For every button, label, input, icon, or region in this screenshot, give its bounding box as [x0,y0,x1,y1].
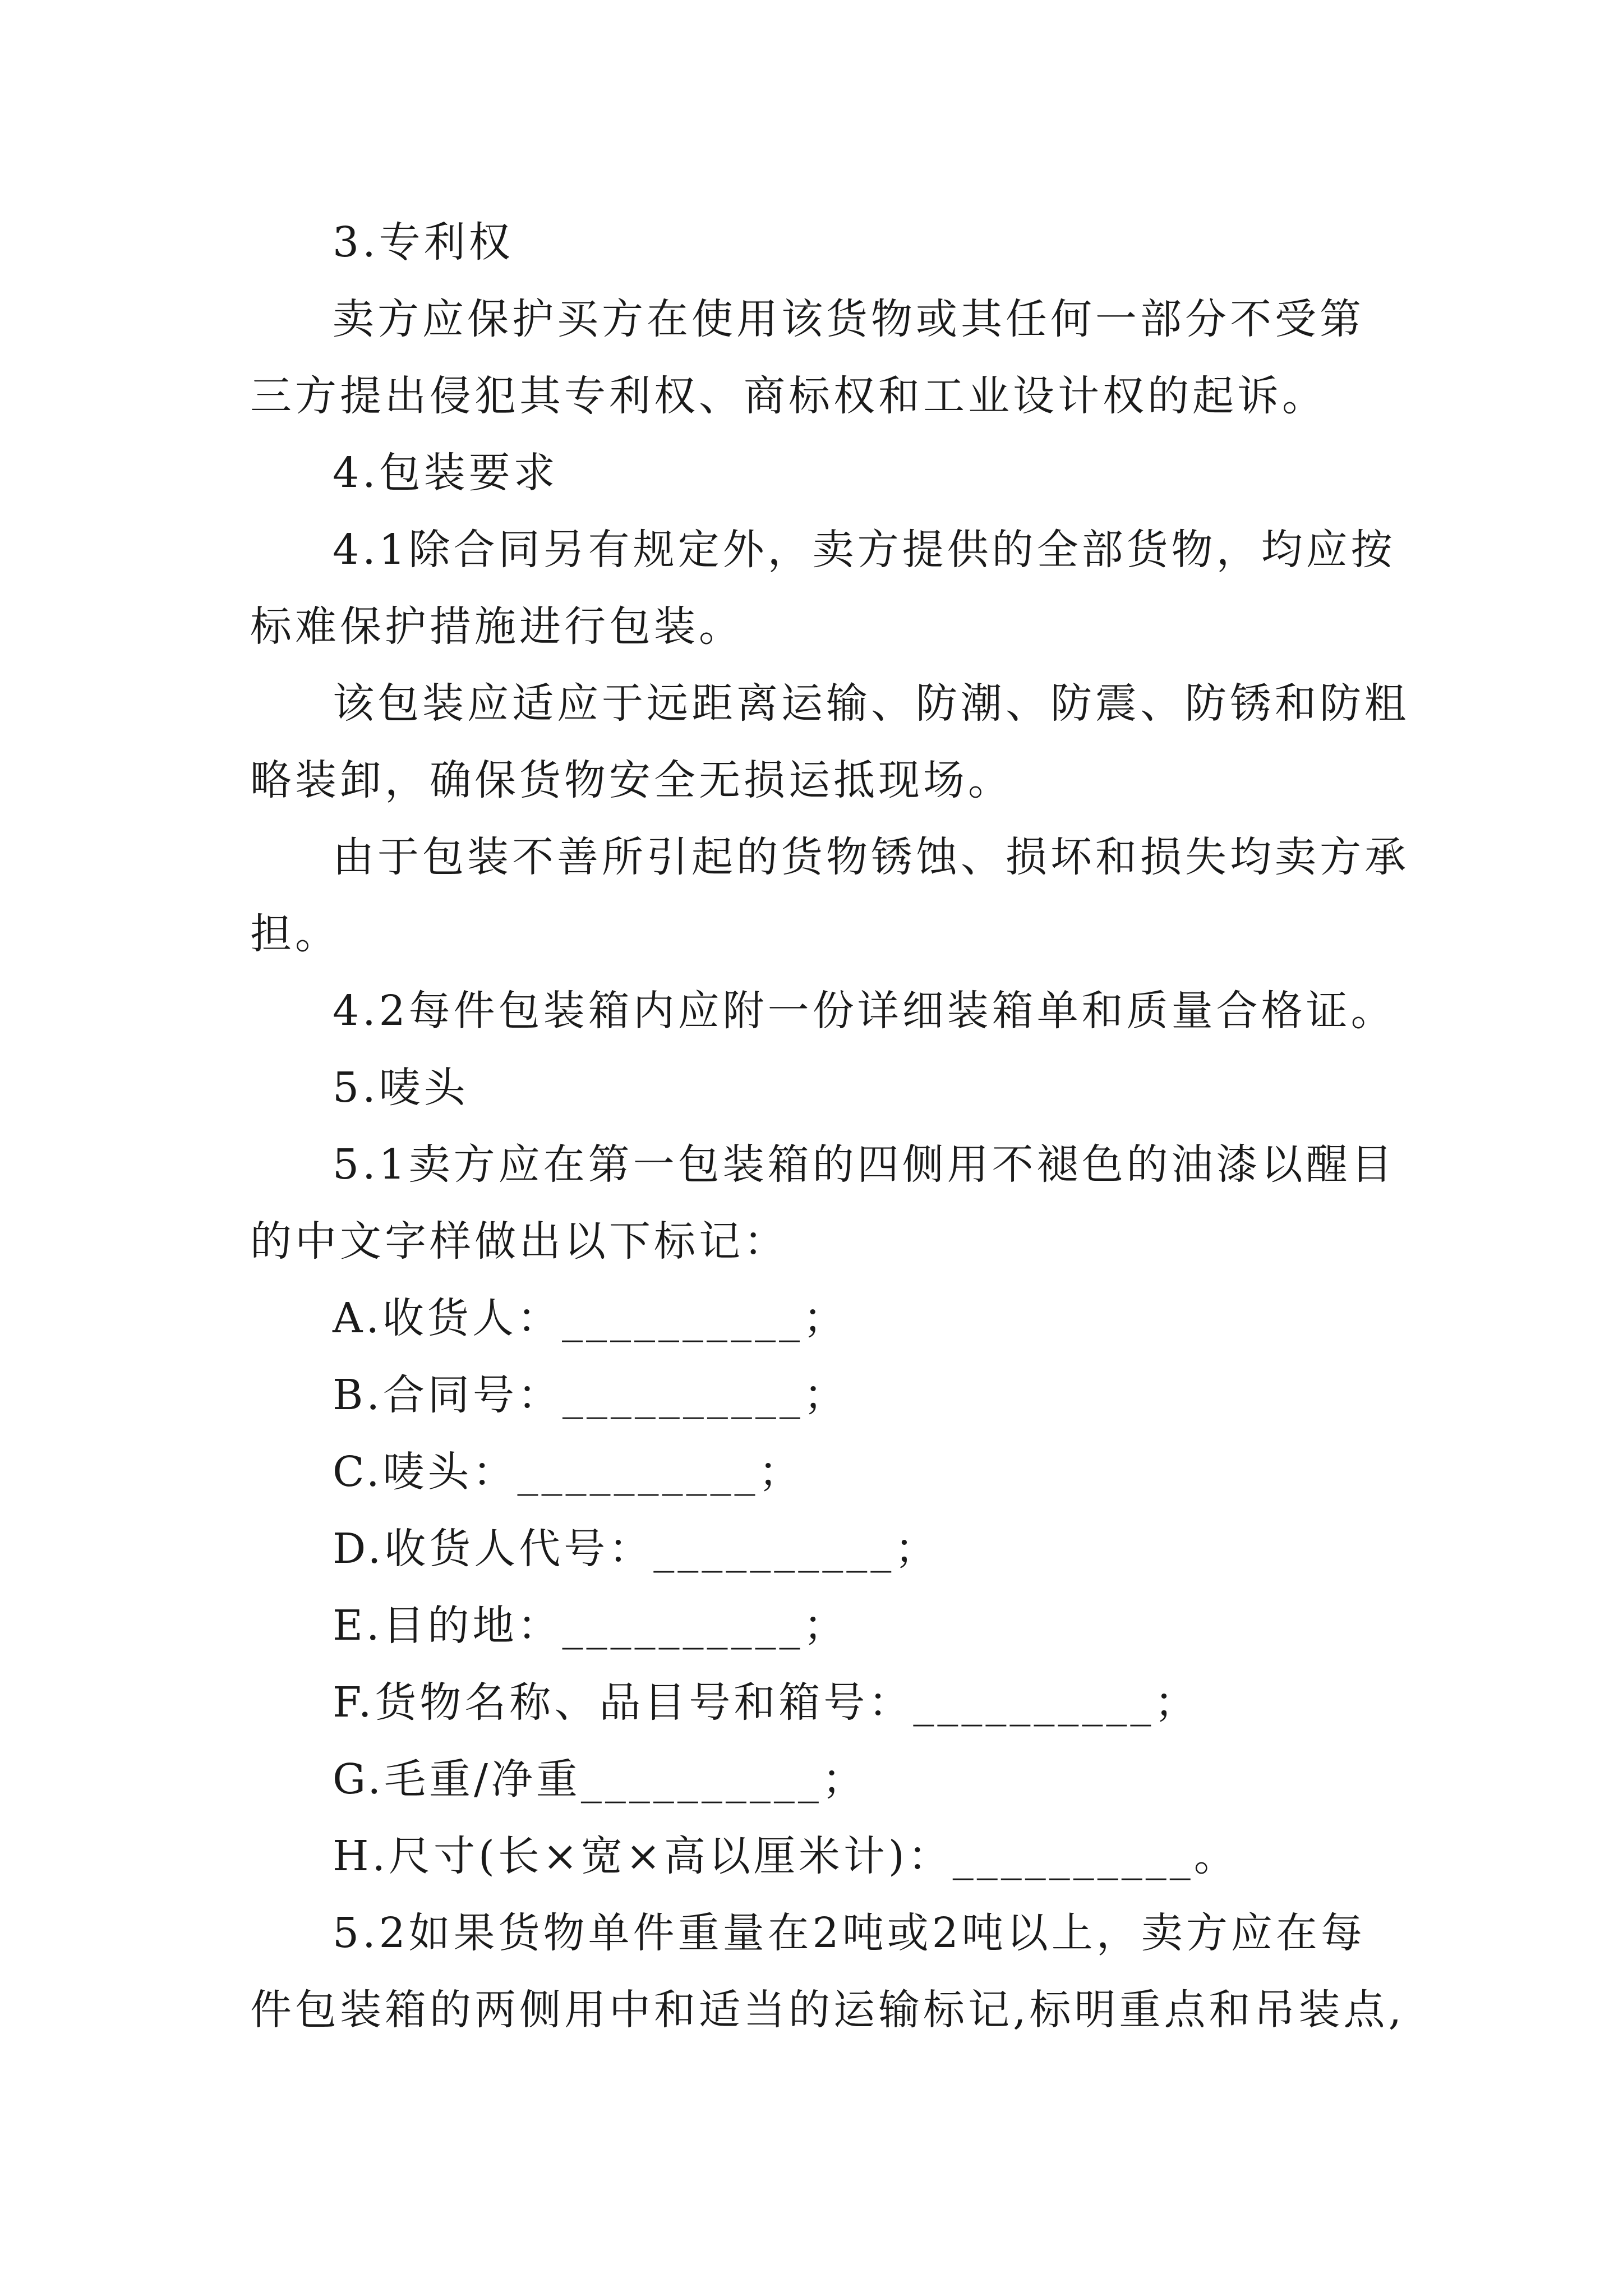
paragraph-line: 5.1卖方应在第一包装箱的四侧用不褪色的油漆以醒目 [333,1140,1396,1189]
mark-item-destination: E.目的地：__________； [333,1602,849,1650]
section-heading-marks: 5.唛头 [333,1064,469,1112]
paragraph-line: 该包装应适应于远距离运输、防潮、防震、防锈和防粗 [333,679,1409,728]
paragraph-line: 件包装箱的两侧用中和适当的运输标记,标明重点和吊装点, [250,1986,1405,2034]
paragraph-line: 三方提出侵犯其专利权、商标权和工业设计权的起诉。 [250,372,1327,420]
mark-item-shipping-mark: C.唛头：__________； [333,1448,804,1496]
paragraph-line: 卖方应保护买方在使用该货物或其任何一部分不受第 [333,295,1364,343]
mark-item-dimensions: H.尺寸(长×宽×高以厘米计)：__________。 [333,1832,1239,1880]
paragraph-line: 略装卸，确保货物安全无损运抵现场。 [250,756,1013,804]
mark-item-consignee-code: D.收货人代号：__________； [333,1525,940,1573]
paragraph-line: 标难保护措施进行包装。 [250,602,744,651]
paragraph-line: 的中文字样做出以下标记： [250,1217,789,1266]
mark-item-contract-no: B.合同号：__________； [333,1371,849,1419]
paragraph-line: 5.2如果货物单件重量在2吨或2吨以上，卖方应在每 [333,1909,1366,1957]
mark-item-consignee: A.收货人：__________； [333,1294,848,1342]
paragraph-line: 由于包装不善所引起的货物锈蚀、损坏和损失均卖方承 [333,833,1409,881]
mark-item-goods-name: F.货物名称、品目号和箱号：__________； [333,1678,1200,1727]
section-heading-patent: 3.专利权 [333,218,514,266]
paragraph-line: 4.1除合同另有规定外，卖方提供的全部货物，均应按 [333,526,1396,574]
paragraph-line: 担。 [250,910,340,958]
paragraph-line: 4.2每件包装箱内应附一份详细装箱单和质量合格证。 [333,987,1396,1035]
section-heading-packing: 4.包装要求 [333,449,559,497]
mark-item-weight: G.毛重/净重__________； [333,1755,867,1803]
